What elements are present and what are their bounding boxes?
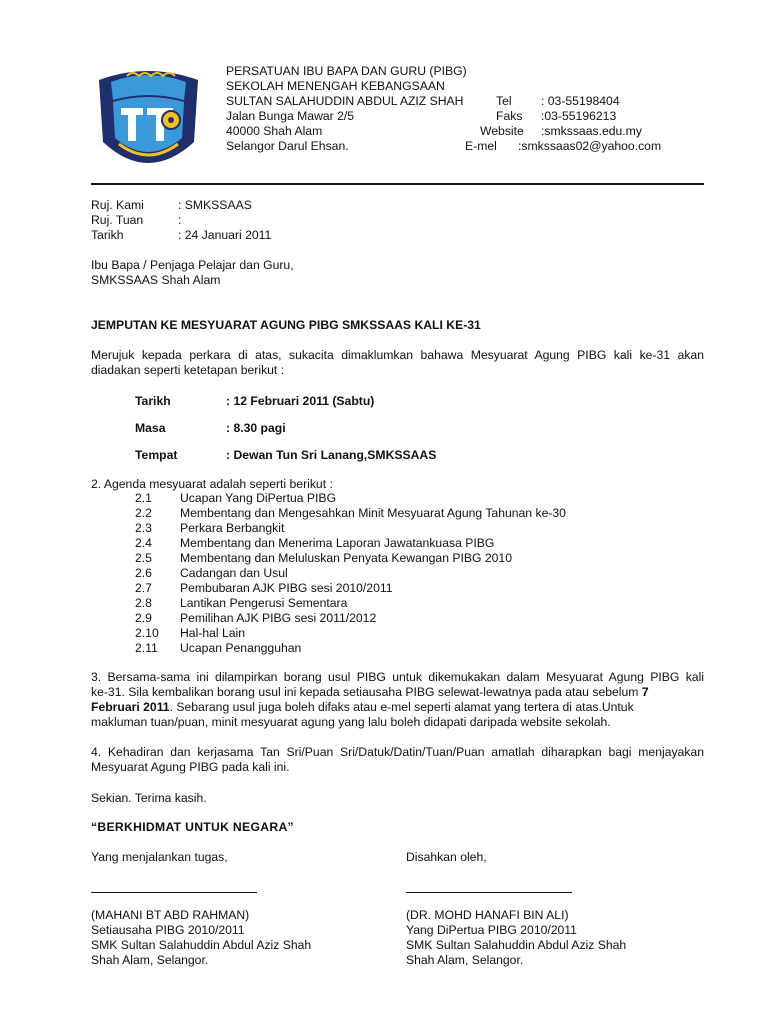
- agenda-item-num: 2.9: [135, 611, 152, 625]
- recipient-line1: Ibu Bapa / Penjaga Pelajar dan Guru,: [91, 258, 294, 272]
- tel-label: Tel: [496, 94, 512, 108]
- agenda-item-num: 2.10: [135, 626, 159, 640]
- left-sign-intro: Yang menjalankan tugas,: [91, 850, 228, 864]
- ref-kami-label: Ruj. Kami: [91, 198, 144, 212]
- agenda-item-num: 2.5: [135, 551, 152, 565]
- left-signature-line: [91, 892, 257, 893]
- school-name-line2: SULTAN SALAHUDDIN ABDUL AZIZ SHAH: [226, 94, 464, 108]
- right-signatory-school: SMK Sultan Salahuddin Abdul Aziz Shah: [406, 938, 627, 952]
- school-name-line1: SEKOLAH MENENGAH KEBANGSAAN: [226, 79, 445, 93]
- agenda-item-text: Lantikan Pengerusi Sementara: [180, 596, 348, 610]
- agenda-item-num: 2.7: [135, 581, 152, 595]
- ref-date-label: Tarikh: [91, 228, 124, 242]
- agenda-item-text: Ucapan Penangguhan: [180, 641, 302, 655]
- left-signatory-name: (MAHANI BT ABD RAHMAN): [91, 908, 250, 922]
- org-name: PERSATUAN IBU BAPA DAN GURU (PIBG): [226, 64, 467, 78]
- para3-line2-text: ke-31. Sila kembalikan borang usul ini kepada setiausaha PIBG selewat-lewatnya pada atau sebelum: [91, 685, 642, 699]
- agenda-item-text: Pemilihan AJK PIBG sesi 2011/2012: [180, 611, 377, 625]
- para4-line2: Mesyuarat Agung PIBG pada kali ini.: [91, 760, 290, 774]
- para3-line2: [91, 685, 704, 700]
- header-divider: [91, 183, 704, 185]
- agenda-item-text: Pembubaran AJK PIBG sesi 2010/2011: [180, 581, 393, 595]
- detail-venue-value: : Dewan Tun Sri Lanang,SMKSSAAS: [226, 448, 437, 462]
- para3-line1: 3. Bersama-sama ini dilampirkan borang usul PIBG untuk dikemukakan dalam Mesyuarat Agung PIBG kali: [91, 670, 704, 684]
- detail-time-label: Masa: [135, 421, 166, 435]
- agenda-item-text: Membentang dan Mengesahkan Minit Mesyuarat Agung Tahunan ke-30: [180, 506, 566, 520]
- intro-line2: diadakan seperti ketetapan berikut :: [91, 363, 285, 377]
- agenda-item-text: Membentang dan Menerima Laporan Jawatankuasa PIBG: [180, 536, 495, 550]
- agenda-item-num: 2.3: [135, 521, 152, 535]
- subject-heading: JEMPUTAN KE MESYUARAT AGUNG PIBG SMKSSAAS KALI KE-31: [91, 318, 481, 332]
- ref-kami-value: : SMKSSAAS: [178, 198, 252, 212]
- fax-value: :03-55196213: [541, 109, 617, 123]
- agenda-item-text: Cadangan dan Usul: [180, 566, 288, 580]
- agenda-heading: 2. Agenda mesyuarat adalah seperti berikut :: [91, 477, 333, 491]
- para3-line3-text: . Sebarang usul juga boleh difaks atau e-mel seperti alamat yang tertera di atas.Untuk: [169, 700, 634, 714]
- agenda-item-num: 2.4: [135, 536, 152, 550]
- recipient-line2: SMKSSAAS Shah Alam: [91, 273, 221, 287]
- right-signature-line: [406, 892, 572, 893]
- address-line3: Selangor Darul Ehsan.: [226, 139, 349, 153]
- left-signatory-title: Setiausaha PIBG 2010/2011: [91, 923, 245, 937]
- motto: “BERKHIDMAT UNTUK NEGARA”: [91, 820, 294, 834]
- agenda-item-num: 2.8: [135, 596, 152, 610]
- agenda-item-text: Ucapan Yang DiPertua PIBG: [180, 491, 337, 505]
- ref-tuan-value: :: [178, 213, 182, 227]
- agenda-item-num: 2.6: [135, 566, 152, 580]
- intro-line1: Merujuk kepada perkara di atas, sukacita dimaklumkan bahawa Mesyuarat Agung PIBG kali ke-31 akan: [91, 348, 704, 362]
- email-label: E-mel: [465, 139, 497, 153]
- agenda-item-text: Perkara Berbangkit: [180, 521, 285, 535]
- website-value: :smkssaas.edu.my: [541, 124, 642, 138]
- left-signatory-place: Shah Alam, Selangor.: [91, 953, 209, 967]
- website-label: Website: [480, 124, 524, 138]
- address-line1: Jalan Bunga Mawar 2/5: [226, 109, 355, 123]
- para3-deadline-day: 7: [641, 685, 649, 699]
- ref-tuan-label: Ruj. Tuan: [91, 213, 144, 227]
- fax-label: Faks: [496, 109, 523, 123]
- ref-date-value: : 24 Januari 2011: [178, 228, 272, 242]
- agenda-item-text: Hal-hal Lain: [180, 626, 246, 640]
- para3-line4: makluman tuan/puan, minit mesyuarat agung yang lalu boleh didapati daripada website sekolah.: [91, 715, 611, 729]
- para3-line3: [91, 700, 634, 715]
- detail-date-label: Tarikh: [135, 394, 171, 408]
- left-signatory-school: SMK Sultan Salahuddin Abdul Aziz Shah: [91, 938, 312, 952]
- address-line2: 40000 Shah Alam: [226, 124, 323, 138]
- school-crest-logo: [91, 62, 206, 182]
- agenda-item-num: 2.11: [135, 641, 158, 655]
- para4-line1: 4. Kehadiran dan kerjasama Tan Sri/Puan Sri/Datuk/Datin/Tuan/Puan amatlah diharapkan bagi menjayakan: [91, 745, 704, 759]
- right-signatory-title: Yang DiPertua PIBG 2010/2011: [406, 923, 577, 937]
- closing-text: Sekian. Terima kasih.: [91, 791, 207, 805]
- tel-value: : 03-55198404: [541, 94, 620, 108]
- email-value: :smkssaas02@yahoo.com: [518, 139, 662, 153]
- detail-time-value: : 8.30 pagi: [226, 421, 286, 435]
- right-signatory-name: (DR. MOHD HANAFI BIN ALI): [406, 908, 569, 922]
- detail-date-value: : 12 Februari 2011 (Sabtu): [226, 394, 375, 408]
- detail-venue-label: Tempat: [135, 448, 178, 462]
- agenda-item-num: 2.2: [135, 506, 152, 520]
- agenda-item-num: 2.1: [135, 491, 152, 505]
- agenda-item-text: Membentang dan Meluluskan Penyata Kewangan PIBG 2010: [180, 551, 512, 565]
- right-signatory-place: Shah Alam, Selangor.: [406, 953, 524, 967]
- right-sign-intro: Disahkan oleh,: [406, 850, 487, 864]
- para3-deadline-month: Februari 2011: [91, 700, 170, 714]
